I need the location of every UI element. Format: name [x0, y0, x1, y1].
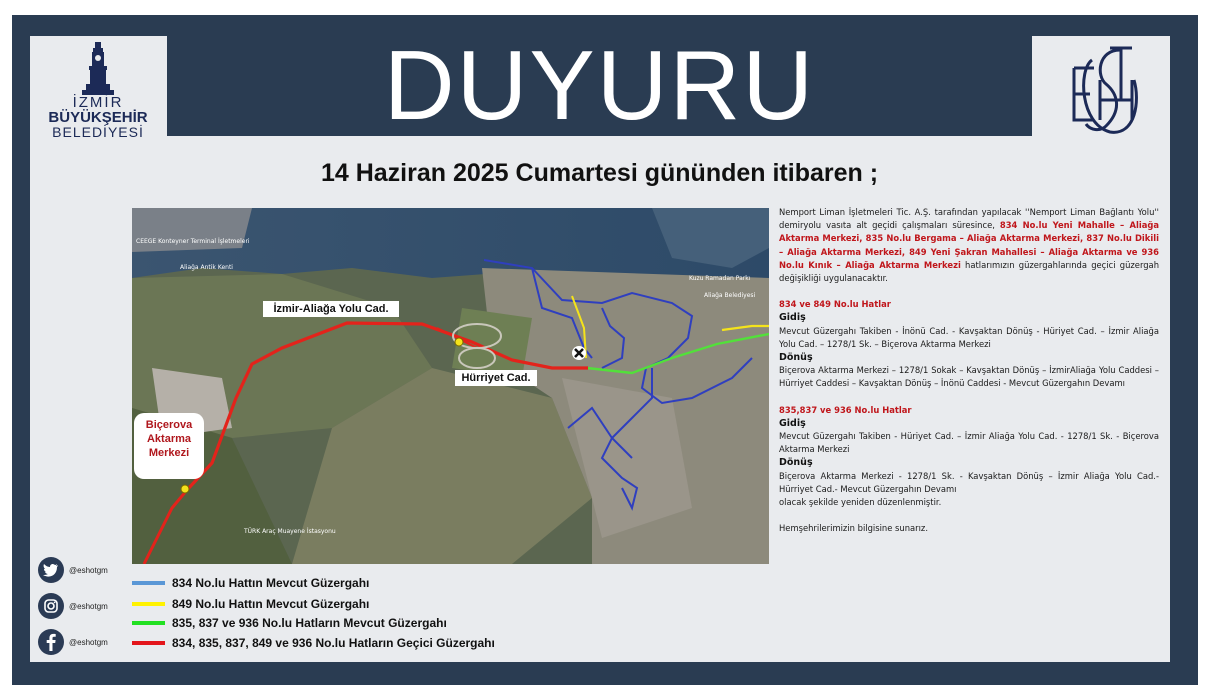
legend-label: 834 No.lu Hattın Mevcut Güzergahı [172, 576, 370, 590]
social-instagram[interactable] [38, 592, 138, 620]
twitter-icon[interactable] [38, 557, 64, 583]
map-poi-label: CEEGE Konteyner Terminal İşletmeleri [136, 238, 250, 245]
eshot-monogram-icon [1040, 40, 1162, 140]
gidis-route: Mevcut Güzergahı Takiben - İnönü Cad. - Kavşaktan Dönüş - Hüriyet Cad. – İzmir Aliağa Yolu Cad. – 1278/1 Sk. – Biçerova Aktarma Merkezi [779, 325, 1159, 349]
instagram-icon[interactable] [38, 593, 64, 619]
social-twitter[interactable] [38, 556, 138, 584]
donus-label: Dönüş [779, 457, 813, 469]
legend-item [132, 574, 369, 592]
map-poi-label: Aliağa Belediyesi [704, 292, 756, 299]
map-image [132, 208, 769, 564]
intro-end-text: hatlarımızın güzergahlarında geçici güzergah değişikliği uygulanacaktır. [779, 259, 1159, 284]
social-handle[interactable]: @eshotgm [69, 637, 108, 647]
map-poi-label: Kuzu Ramadan Parkı [689, 275, 751, 282]
donus-route: Biçerova Aktarma Merkezi – 1278/1 Sokak – Kavşaktan Dönüş – İzmirAliağa Yolu Caddesi – Hürriyet Caddesi – Kavşaktan Dönüş – İnönü Caddesi - Mevcut Güzergahın Devamı [779, 365, 1159, 389]
eshot-logo [1040, 40, 1162, 140]
clock-tower-icon [78, 40, 118, 96]
map-label-line: Merkezi [148, 447, 190, 459]
section-title-835-837-936: 835,837 ve 936 No.lu Hatlar [779, 404, 912, 415]
facebook-icon[interactable] [38, 629, 64, 655]
legend-swatch [132, 621, 165, 625]
date-heading: 14 Haziran 2025 Cumartesi gününden itibaren ; [320, 159, 879, 187]
page-title: DUYURU [383, 30, 816, 140]
announcement-text [779, 206, 1159, 535]
section-title-834-849: 834 ve 849 No.lu Hatlar [779, 299, 891, 310]
gidis-route: Mevcut Güzergahı Takiben - Hüriyet Cad. – İzmir Aliağa Yolu Cad. - 1278/1 Sk. - Biçerova Aktarma Merkezi [779, 431, 1159, 455]
izmir-municipality-logo [34, 40, 162, 140]
social-handle[interactable]: @eshotgm [69, 601, 108, 611]
map-poi-label: TÜRK Araç Muayene İstasyonu [244, 528, 336, 535]
closing-line: olacak şekilde yeniden düzenlenmiştir. [779, 497, 942, 508]
donus-label: Dönüş [779, 352, 813, 364]
map-poi-label: Aliağa Antik Kenti [180, 264, 233, 271]
map-label-line: Aktarma [146, 433, 192, 445]
social-handle[interactable]: @eshotgm [69, 565, 108, 575]
logo-text-buyuksehir: BÜYÜKŞEHİR [48, 109, 148, 126]
map-label-izmir-aliaga-road: İzmir-Aliağa Yolu Cad. [263, 301, 399, 317]
affected-lines: 834 No.lu Yeni Mahalle – Aliağa Aktarma Merkezi, 835 No.lu Bergama – Aliağa Aktarma Merkezi, 837 No.lu Dikili – Aliağa Aktarma Merkezi, 849 Yeni Şakran Mahallesi – Aliağa Aktarma ve 936 No.lu Kınık – Aliağa Aktarma Merkezi [779, 220, 1159, 270]
donus-route: Biçerova Aktarma Merkezi - 1278/1 Sk. - Kavşaktan Dönüş – İzmir Aliağa Yolu Cad.- Hürriyet Cad.- Mevcut Güzergahın Devamı [779, 470, 1159, 494]
social-facebook[interactable] [38, 628, 138, 656]
footer-text: Hemşehrilerimizin bilgisine sunarız. [779, 523, 928, 534]
legend-label: 835, 837 ve 936 No.lu Hatların Mevcut Güzergahı [172, 616, 447, 630]
route-map[interactable] [132, 208, 769, 564]
map-label-line: Biçerova [145, 419, 193, 431]
intro-paragraph [779, 206, 1159, 285]
legend-label: 834, 835, 837, 849 ve 936 No.lu Hatların Geçici Güzergahı [172, 636, 495, 650]
legend-item [132, 595, 369, 613]
legend-item [132, 634, 495, 652]
closure-marker-icon [572, 346, 586, 360]
intro-text: Nemport Liman İşletmeleri Tic. A.Ş. tarafından yapılacak ''Nemport Liman Bağlantı Yolu'' demiryolu vasıta alt geçidi çalışmaları süresince, [779, 207, 1159, 231]
gidis-label: Gidiş [779, 417, 806, 429]
legend-label: 849 No.lu Hattın Mevcut Güzergahı [172, 597, 370, 611]
gidis-label: Gidiş [779, 312, 806, 324]
map-label-bicerova-transfer [134, 413, 204, 479]
map-label-hurriyet-street: Hürriyet Cad. [455, 370, 537, 386]
logo-text-izmir: İZMİR [72, 94, 124, 111]
legend-item [132, 614, 447, 632]
logo-text-belediyesi: BELEDİYESİ [52, 124, 144, 140]
